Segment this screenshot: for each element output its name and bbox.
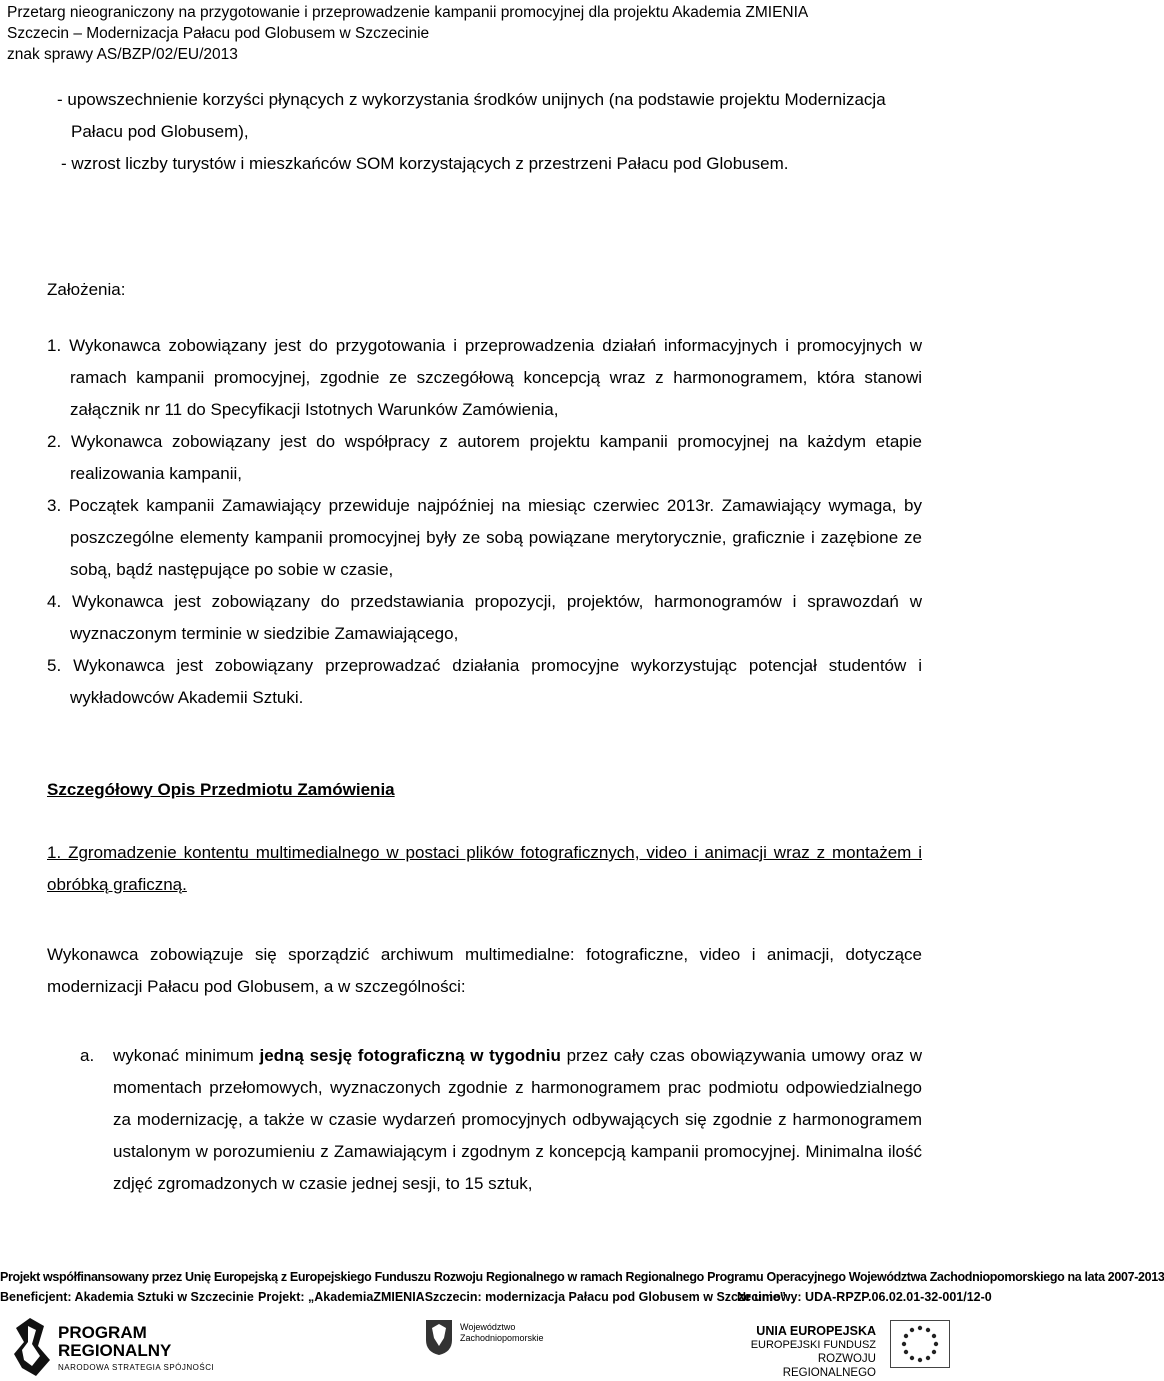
footer-project: Projekt: „AkademiaZMIENIASzczecin: modernizacja Pałacu pod Globusem w Szczecinie” [258, 1290, 786, 1304]
eu-flag-icon [890, 1320, 950, 1368]
footer-info [0, 1267, 1164, 1307]
document-body [47, 84, 922, 1200]
program-regionalny-text [58, 1324, 214, 1372]
list-item-text-post: przez cały czas obowiązywania umowy oraz w momentach przełomowych, wyznaczonych zgodnie z harmonogramem prac podmiotu odpowiedzialnego za modernizację, a także w czasie wydarzeń promocyjnych odbywających się zgodnie z harmonogramem ustalonym w porozumieniu z Zamawiającym i zgodnym z koncepcją kampanii promocyjnej. Minimalna ilość zdjęć zgromadzonych w czasie jednej sesji, to 15 sztuk, [113, 1046, 922, 1193]
list-item-text-bold: jedną sesję fotograficzną w tygodniu [259, 1046, 561, 1065]
assumption-item: 3. Początek kampanii Zamawiający przewiduje najpóźniej na miesiąc czerwiec 2013r. Zamawiający wymaga, by poszczególne elementy kampanii promocyjnej były ze sobą powiązane merytorycznie, graficznie i zazębione ze sobą, bądź następujące po sobie w czasie, [47, 496, 922, 579]
section-subtitle: 1. Zgromadzenie kontentu multimedialnego w postaci plików fotograficznych, video i animacji wraz z montażem i obróbką graficzną. [47, 843, 922, 894]
header-line-1: Przetarg nieograniczony na przygotowanie i przeprowadzenie kampanii promocyjnej dla projektu Akademia ZMIENIA [7, 4, 809, 21]
document-header [7, 2, 957, 65]
section-paragraph: Wykonawca zobowiązuje się sporządzić archiwum multimedialne: fotograficzne, video i animacji, dotyczące modernizacji Pałacu pod Globusem, a w szczególności: [47, 945, 922, 996]
footer-contract: Nr umowy: UDA-RPZP.06.02.01-32-001/12-0 [737, 1290, 992, 1304]
program-regionalny-logo-icon [8, 1316, 53, 1378]
logo-ue-3: ROZWOJU REGIONALNEGO [782, 1353, 876, 1379]
bullet-item: - wzrost liczby turystów i mieszkańców SOM korzystających z przestrzeni Pałacu pod Globusem. [61, 154, 789, 173]
voivodeship-text [460, 1322, 544, 1344]
voivodeship-coat-of-arms-icon [424, 1318, 454, 1356]
assumption-item: 1. Wykonawca zobowiązany jest do przygotowania i przeprowadzenia działań informacyjnych i promocyjnych w ramach kampanii promocyjnej, zgodnie ze szczegółową koncepcją wraz z harmonogramem, która stanowi załącznik nr 11 do Specyfikacji Istotnych Warunków Zamówienia, [47, 336, 922, 419]
header-line-3: znak sprawy AS/BZP/02/EU/2013 [7, 46, 238, 63]
header-line-2: Szczecin – Modernizacja Pałacu pod Globusem w Szczecinie [7, 25, 430, 42]
logo-woj-1: Województwo [460, 1322, 516, 1332]
eu-text [740, 1324, 876, 1380]
assumption-item: 5. Wykonawca jest zobowiązany przeprowadzać działania promocyjne wykorzystując potencjał studentów i wykładowców Akademii Sztuki. [47, 656, 922, 707]
logo-program-3: NARODOWA STRATEGIA SPÓJNOŚCI [58, 1363, 215, 1372]
footer-line-2 [0, 1287, 992, 1307]
section-title: Szczegółowy Opis Przedmiotu Zamówienia [47, 780, 395, 799]
logo-ue-2: EUROPEJSKI FUNDUSZ [750, 1339, 876, 1351]
logo-woj-2: Zachodniopomorskie [460, 1333, 544, 1343]
footer-beneficiary: Beneficjent: Akademia Sztuki w Szczecinie [0, 1290, 254, 1304]
assumption-item: 4. Wykonawca jest zobowiązany do przedstawiania propozycji, projektów, harmonogramów i sprawozdań w wyznaczonym terminie w siedzibie Zamawiającego, [47, 592, 922, 643]
list-item-text-pre: wykonać minimum [113, 1046, 260, 1065]
list-item-a [80, 1040, 922, 1200]
logo-program-2: REGIONALNY [58, 1341, 172, 1360]
assumptions-heading: Założenia: [47, 280, 126, 299]
footer-logos [0, 1310, 960, 1381]
list-item-letter: a. [80, 1046, 95, 1065]
logo-program-1: PROGRAM [58, 1323, 147, 1342]
footer-cofinancing: Projekt współfinansowany przez Unię Europejską z Europejskiego Funduszu Rozwoju Regionalnego w ramach Regionalnego Programu Operacyjnego Województwa Zachodniopomorskiego na lata 2007-2013 [0, 1270, 1164, 1284]
logo-ue-1: UNIA EUROPEJSKA [756, 1324, 876, 1338]
assumption-item: 2. Wykonawca zobowiązany jest do współpracy z autorem projektu kampanii promocyjnej na każdym etapie realizowania kampanii, [47, 432, 922, 483]
assumptions-list [47, 330, 922, 714]
bullet-item: - upowszechnienie korzyści płynących z wykorzystania środków unijnych (na podstawie projektu Modernizacja Pałacu pod Globusem), [57, 90, 886, 141]
